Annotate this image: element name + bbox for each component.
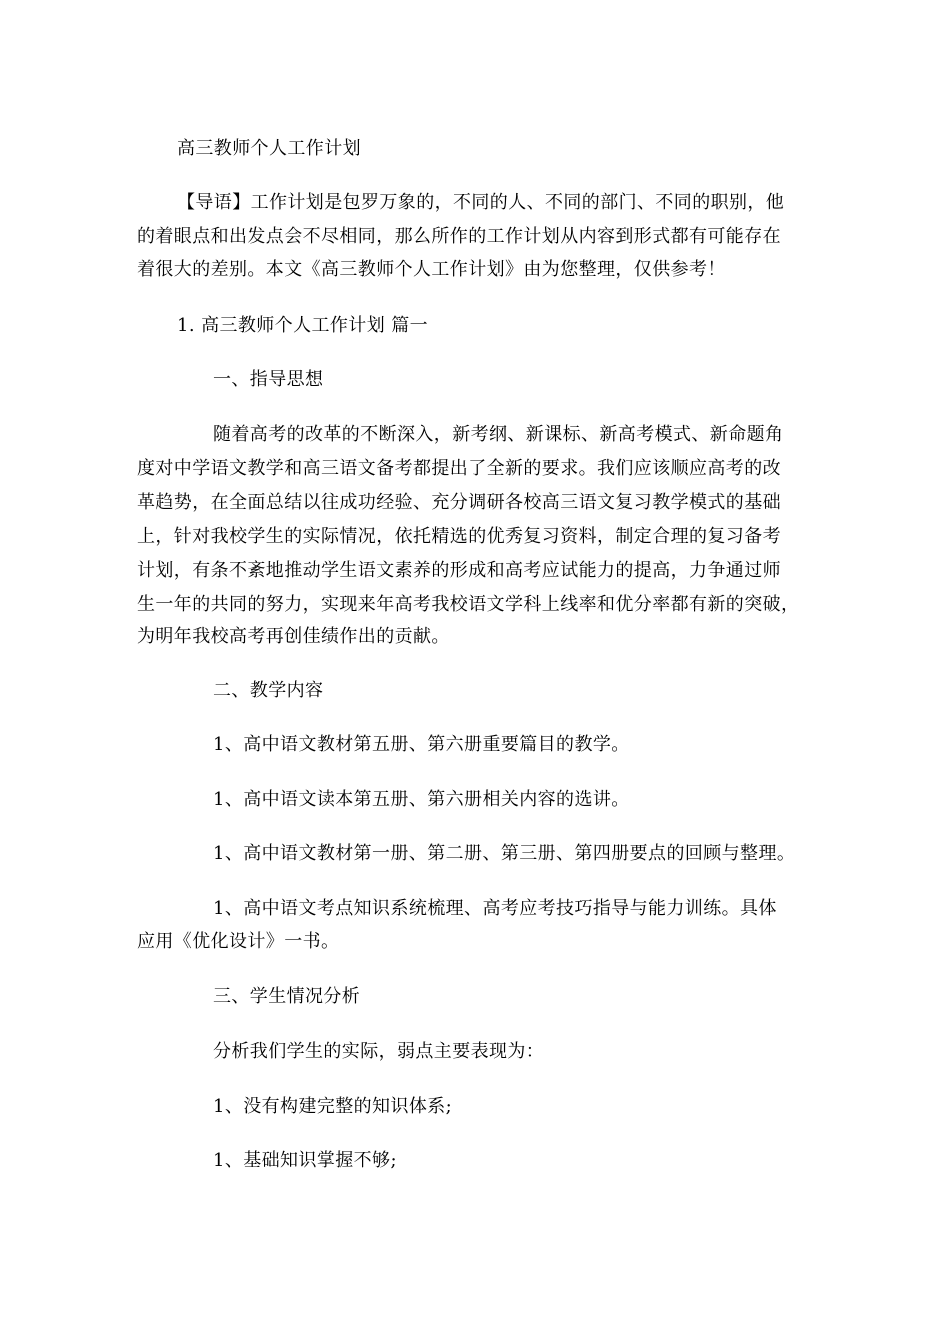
paragraph-line: 度对中学语文教学和高三语文备考都提出了全新的要求。我们应该顺应高考的改	[137, 458, 781, 479]
paragraph-line: 上，针对我校学生的实际情况，依托精选的优秀复习资料，制定合理的复习备考	[137, 526, 781, 547]
intro-line: 着很大的差别。本文《高三教师个人工作计划》由为您整理，仅供参考！	[137, 259, 726, 280]
list-item: 1、没有构建完整的知识体系;	[213, 1096, 453, 1117]
paragraph-line: 革趋势，在全面总结以往成功经验、充分调研各校高三语文复习教学模式的基础	[137, 492, 781, 513]
paragraph-line: 分析我们学生的实际，弱点主要表现为：	[213, 1041, 545, 1062]
list-item-continuation: 应用《优化设计》一书。	[137, 931, 340, 952]
paragraph-line: 随着高考的改革的不断深入，新考纲、新课标、新高考模式、新命题角	[213, 424, 784, 445]
list-item: 1、基础知识掌握不够;	[213, 1150, 397, 1171]
list-item: 1、高中语文读本第五册、第六册相关内容的选讲。	[213, 789, 630, 810]
heading-guiding-ideology: 一、指导思想	[213, 369, 324, 390]
paragraph-line: 生一年的共同的努力，实现来年高考我校语文学科上线率和优分率都有新的突破，	[137, 594, 800, 615]
intro-line: 【导语】工作计划是包罗万象的，不同的人、不同的部门、不同的职别，他	[177, 192, 785, 213]
list-item: 1、高中语文教材第五册、第六册重要篇目的教学。	[213, 734, 630, 755]
intro-line: 的着眼点和出发点会不尽相同，那么所作的工作计划从内容到形式都有可能存在	[137, 226, 781, 247]
list-item: 1、高中语文教材第一册、第二册、第三册、第四册要点的回顾与整理。	[213, 843, 796, 864]
heading-teaching-content: 二、教学内容	[213, 680, 324, 701]
section-title: 1. 高三教师个人工作计划 篇一	[177, 315, 429, 336]
list-item: 1、高中语文考点知识系统梳理、高考应考技巧指导与能力训练。具体	[213, 898, 777, 919]
paragraph-line: 为明年我校高考再创佳绩作出的贡献。	[137, 626, 450, 647]
heading-student-analysis: 三、学生情况分析	[213, 986, 361, 1007]
paragraph-line: 计划，有条不紊地推动学生语文素养的形成和高考应试能力的提高，力争通过师	[137, 560, 781, 581]
document-title: 高三教师个人工作计划	[177, 138, 361, 159]
